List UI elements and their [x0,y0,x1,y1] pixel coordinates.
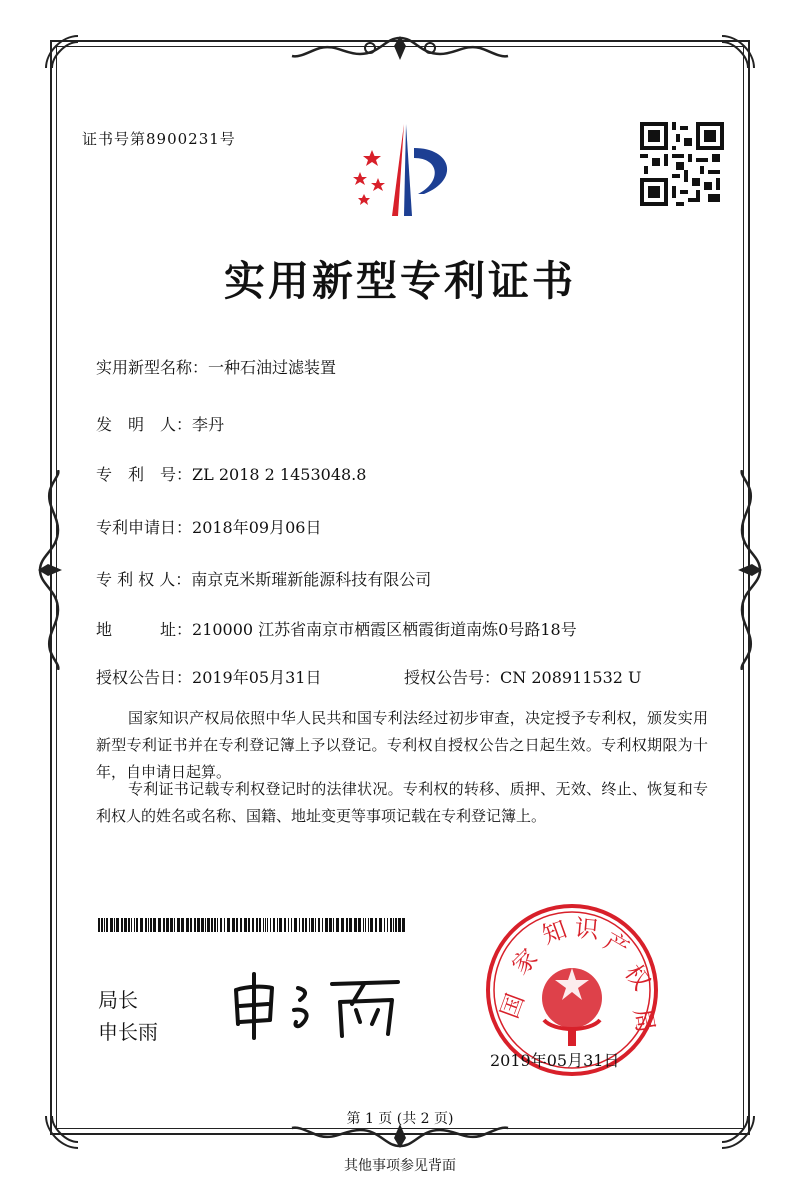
field-label: 发 明 人： [96,415,193,434]
svg-text:国: 国 [495,989,530,1023]
field-grant-date [96,665,321,688]
certificate-title: 实用新型专利证书 [224,257,576,305]
field-value: ZL 2018 2 1453048.8 [192,465,367,484]
field-value: CN 208911532 U [500,668,642,687]
director-title: 局长 [98,988,138,1012]
field-value: 2018年09月06日 [192,518,322,537]
svg-text:局: 局 [628,1006,660,1035]
legal-paragraph: 国家知识产权局依照中华人民共和国专利法经过初步审查，决定授予专利权，颁发实用新型专利证书并在专利登记簿上予以登记。专利权自授权公告之日起生效。专利权期限为十年，自申请日起算。 [96,709,708,781]
field-label: 专利申请日： [96,518,193,537]
field-utility-model-name [96,355,336,378]
field-label: 地 址： [96,620,193,639]
field-filing-date [96,515,321,538]
footnote: 其他事项参见背面 [344,1158,456,1174]
right-ornament [734,470,764,670]
field-inventor [96,412,224,435]
legal-paragraph: 专利证书记载专利权登记时的法律状况。专利权的转移、质押、无效、终止、恢复和专利权人的姓名或名称、国籍、地址变更等事项记载在专利登记簿上。 [96,780,708,825]
svg-text:权: 权 [619,959,656,996]
field-label: 授权公告日： [96,668,193,687]
cnipa-logo-icon [342,120,467,220]
corner-ornament-tl [42,32,82,72]
top-ornament [290,34,510,64]
field-value: 一种石油过滤装置 [208,358,337,377]
field-value: 李丹 [192,415,225,434]
left-ornament [36,470,66,670]
field-label: 实用新型名称： [96,358,209,377]
svg-text:产: 产 [599,926,634,964]
director-name: 申长雨 [98,1020,158,1044]
field-value: 210000 江苏省南京市栖霞区栖霞街道南炼0号路18号 [192,620,577,639]
barcode-icon [98,918,408,932]
corner-ornament-tr [718,32,758,72]
field-grant-number [404,665,642,688]
field-label: 专 利 权 人： [96,570,192,589]
field-value: 2019年05月31日 [192,668,322,687]
field-label: 专 利 号： [96,465,193,484]
director-signature-icon [228,960,408,1040]
svg-text:知: 知 [538,915,571,950]
certificate-number: 证书号第8900231号 [82,130,236,148]
field-address [96,617,577,640]
field-patent-number [96,462,366,485]
svg-text:家: 家 [506,943,544,981]
seal-date: 2019年05月31日 [490,1051,620,1070]
qr-code-icon [640,122,724,206]
field-value: 南京克米斯璀新能源科技有限公司 [191,570,432,589]
field-label: 授权公告号： [404,668,501,687]
svg-text:识: 识 [573,914,600,945]
field-patentee [96,567,431,590]
page-number: 第 1 页 (共 2 页) [346,1111,454,1127]
